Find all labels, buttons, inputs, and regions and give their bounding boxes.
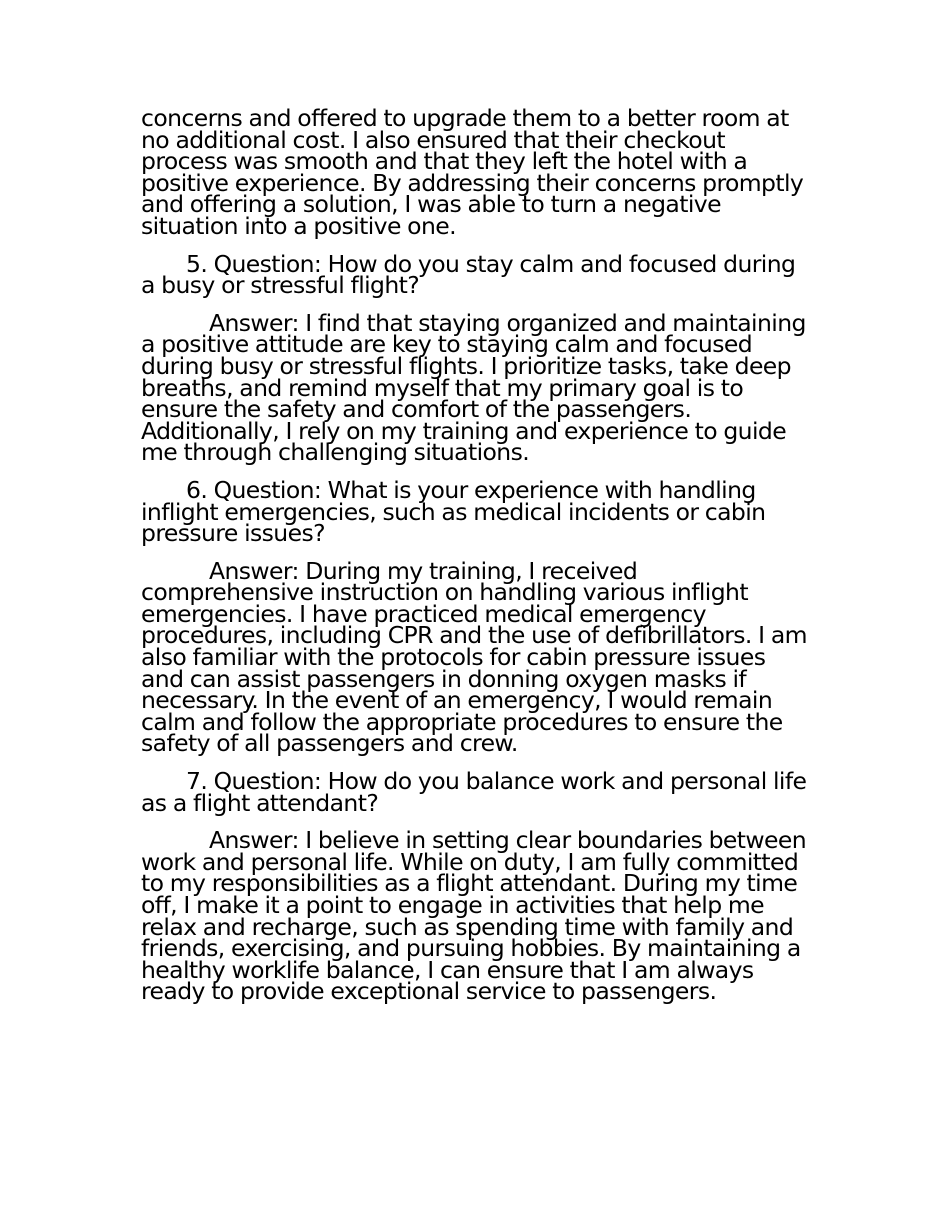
document-page — [141, 104, 813, 1006]
question-5: 5. Question: How do you stay calm and focused during a busy or stressful flight? — [141, 249, 796, 300]
question-6: 6. Question: What is your experience with handling inflight emergencies, such as medical incidents or cabin pressure issues? — [141, 475, 766, 548]
paragraph-continuation: concerns and offered to upgrade them to a better room at no additional cost. I also ensured that their checkout process was smooth and that they left the hotel with a positive experience. By addressing their concerns promptly and offering a solution, I was able to turn a negative situation into a positive one. — [141, 104, 804, 240]
answer-5: Answer: I find that staying organized and maintaining a positive attitude are key to staying calm and focused during busy or stressful flights. I prioritize tasks, take deep breaths, and remind myself that my primary goal is to ensure the safety and comfort of the passengers. Additionally, I rely on my training and experience to guide me through challenging situations. — [141, 308, 806, 467]
answer-7: Answer: I believe in setting clear boundaries between work and personal life. While on duty, I am fully committed to my responsibilities as a flight attendant. During my time off, I make it a point to engage in activities that help me relax and recharge, such as spending time with family and friends, exercising, and pursuing hobbies. By maintaining a healthy worklife balance, I can ensure that I am always ready to provide exceptional service to passengers. — [141, 826, 807, 1006]
answer-6: Answer: During my training, I received comprehensive instruction on handling various inflight emergencies. I have practiced medical emergency procedures, including CPR and the use of defibrillators. I am also familiar with the protocols for cabin pressure issues and can assist passengers in donning oxygen masks if necessary. In the event of an emergency, I would remain calm and follow the appropriate procedures to ensure the safety of all passengers and crew. — [141, 556, 807, 758]
question-7: 7. Question: How do you balance work and personal life as a flight attendant? — [141, 767, 807, 817]
